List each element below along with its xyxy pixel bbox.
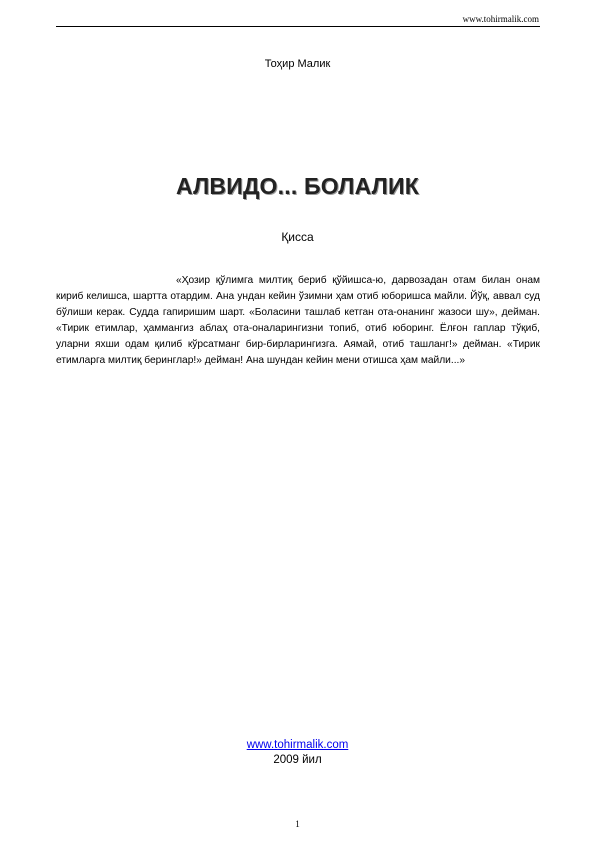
header-divider [56, 26, 540, 27]
epigraph-paragraph: «Ҳозир қўлимга милтиқ бериб қўйишса-ю, дарвозадан отам билан онам кириб келишса, шартта отардим. Ана ундан кейин ўзимни ҳам отиб юборишса майли. Йўқ, аввал суд бўлиши керак. Судда гапиришим шарт. «Боласини ташлаб кетган ота-онанинг жазоси шу», дейман. «Тирик етимлар, ҳаммангиз аблаҳ ота-оналарингизни топиб, отиб юборинг. Ёлғон гаплар тўқиб, уларни яхши одам қилиб кўрсатманг бир-бирларингизга. Аямай, отиб ташланг!» дейман. «Тирик етимларга милтиқ беринглар!» дейман! Ана шундан кейин мени отишса ҳам майли...» [56, 275, 540, 366]
book-title: АЛВИДО... БОЛАЛИК [176, 173, 419, 199]
website-link[interactable]: www.tohirmalik.com [246, 739, 349, 751]
author-name: Тоҳир Малик [264, 58, 331, 70]
footer-link-container [0, 739, 595, 751]
genre-subtitle: Қисса [281, 230, 314, 244]
publication-year: 2009 йил [273, 754, 322, 766]
header-url: www.tohirmalik.com [462, 14, 539, 24]
page-number: 1 [295, 819, 300, 829]
